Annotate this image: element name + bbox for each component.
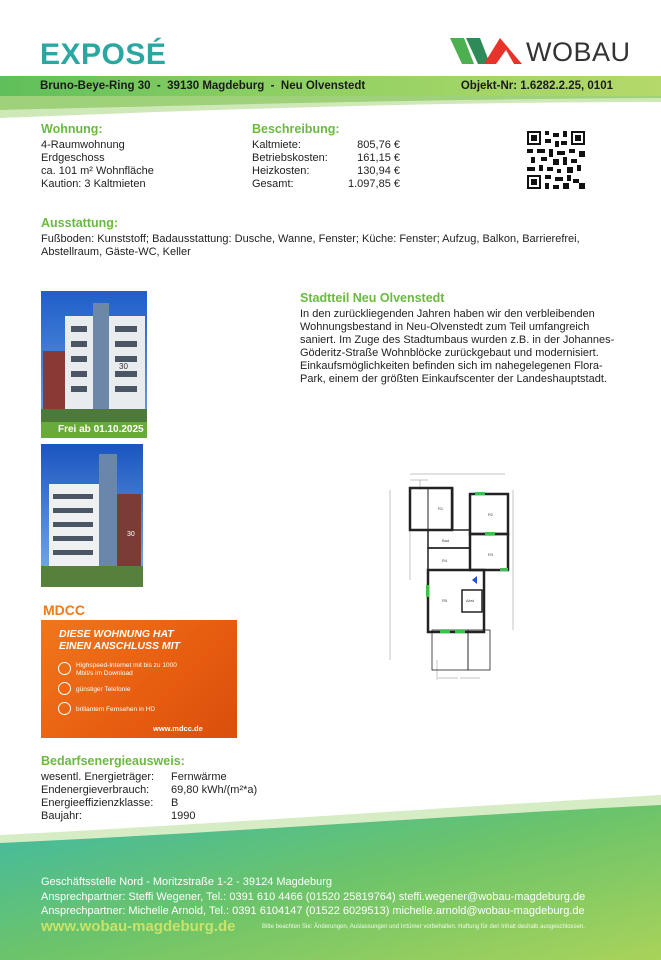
ad-headline-line-2: EINEN ANSCHLUSS MIT bbox=[59, 640, 180, 652]
wobau-logo bbox=[450, 36, 631, 68]
contact-arnold[interactable]: Ansprechpartner: Michelle Arnold, Tel.: 0391 6104147 (01522 6029513) michelle.arnold@wobau-magdeburg.de bbox=[41, 905, 585, 917]
energy-label: wesentl. Energieträger: bbox=[41, 771, 155, 783]
cost-row bbox=[252, 139, 400, 152]
building-photo[interactable] bbox=[41, 291, 147, 438]
house-number-1: 30 bbox=[119, 362, 128, 371]
ad-headline-line-1: DIESE WOHNUNG HAT bbox=[59, 628, 174, 640]
wohnung-heading: Wohnung: bbox=[41, 122, 103, 136]
svg-text:R2: R2 bbox=[488, 512, 494, 517]
contact-wegener[interactable]: Ansprechpartner: Steffi Wegener, Tel.: 0391 610 4466 (01520 25819764) steffi.wegener@wobau-magdeburg.de bbox=[41, 891, 586, 903]
wobau-logo-icon bbox=[450, 36, 522, 68]
header-swoosh bbox=[0, 96, 661, 120]
wohnung-line: Kaution: 3 Kaltmieten bbox=[41, 178, 146, 190]
disclaimer: Bitte beachten Sie: Änderungen, Auslassungen und Irrtümer vorbehalten. Haftung für den Inhalt deshalb ausgeschlossen. bbox=[262, 924, 585, 930]
cost-value: 130,94 € bbox=[357, 165, 400, 177]
building-photo-2[interactable] bbox=[41, 444, 143, 587]
floor-plan[interactable] bbox=[380, 470, 520, 690]
tv-icon bbox=[58, 702, 71, 715]
svg-text:R5: R5 bbox=[442, 598, 448, 603]
phone-icon bbox=[58, 682, 71, 695]
cost-label: Gesamt: bbox=[252, 178, 294, 190]
object-number: Objekt-Nr: 1.6282.2.25, 0101 bbox=[460, 80, 613, 92]
building-photo-2-image bbox=[41, 444, 143, 587]
svg-text:Bad: Bad bbox=[442, 538, 450, 543]
building-photo-image bbox=[41, 291, 147, 438]
wohnung-details bbox=[41, 139, 154, 191]
energie-heading: Bedarfsenergieausweis: bbox=[41, 754, 185, 768]
ad-feature-internet: Highspeed-Internet mit bis zu 1000 Mbit/s im Download bbox=[76, 662, 177, 677]
qr-code-icon[interactable] bbox=[527, 131, 585, 189]
cost-value: 1.097,85 € bbox=[348, 178, 400, 190]
availability-badge: Frei ab 01.10.2025 bbox=[41, 422, 147, 438]
energy-value: 1990 bbox=[171, 810, 196, 822]
mdcc-advertisement[interactable] bbox=[41, 598, 237, 738]
cost-label: Betriebskosten: bbox=[252, 152, 328, 164]
ad-feature-phone: günstiger Telefonie bbox=[76, 686, 131, 693]
office-address: Geschäftsstelle Nord - Moritzstraße 1-2 - 39124 Magdeburg bbox=[41, 876, 333, 888]
website-link[interactable]: www.wobau-magdeburg.de bbox=[41, 918, 236, 935]
stadtteil-text: In den zurückliegenden Jahren haben wir den verbleibenden Wohnungsbestand in Neu-Olvenstedt zum Teil umfangreich saniert. Im Zuge des Stadtumbaus wurden z.B. in der Johannes-Göderitz-Straße Wohnblöcke zurückgebaut und modernisiert. Einkaufsmöglichkeiten befinden sich im nahegelegenen Flora-Park, einem der größten Einkaufscenter der Landeshauptstadt. bbox=[300, 308, 615, 385]
address: Bruno-Beye-Ring 30 - 39130 Magdeburg - Neu Olvenstedt bbox=[40, 80, 366, 92]
ausstattung-heading: Ausstattung: bbox=[41, 216, 119, 230]
energy-value: 69,80 kWh/(m²*a) bbox=[171, 784, 258, 796]
cost-row bbox=[252, 165, 400, 178]
energy-value: B bbox=[171, 797, 179, 809]
ad-website-link[interactable]: www.mdcc.de bbox=[153, 724, 203, 733]
internet-icon bbox=[58, 662, 71, 675]
energy-label: Baujahr: bbox=[41, 810, 82, 822]
wohnung-line: 4-Raumwohnung bbox=[41, 139, 125, 151]
page-title: EXPOSÉ bbox=[40, 38, 167, 71]
cost-table bbox=[252, 139, 400, 191]
ausstattung-text: Fußboden: Kunststoff; Badausstattung: Dusche, Wanne, Fenster; Küche: Fenster; Aufzug, Balkon, Barrierefrei, Abstellraum, Gäste-WC, Keller bbox=[41, 233, 580, 258]
svg-text:R4: R4 bbox=[442, 558, 448, 563]
cost-label: Kaltmiete: bbox=[252, 139, 301, 151]
ad-feature-tv: brillantem Fernsehen in HD bbox=[76, 706, 156, 713]
energy-label: Endenergieverbrauch: bbox=[41, 784, 150, 796]
logo-text: WOBAU bbox=[526, 36, 631, 67]
svg-text:R1: R1 bbox=[438, 506, 444, 511]
wohnung-line: Erdgeschoss bbox=[41, 152, 105, 164]
cost-row bbox=[252, 178, 400, 191]
ad-headline bbox=[59, 628, 235, 652]
stadtteil-heading: Stadtteil Neu Olvenstedt bbox=[300, 291, 445, 305]
mdcc-logo: MDCC bbox=[41, 598, 237, 620]
cost-row bbox=[252, 152, 400, 165]
cost-value: 805,76 € bbox=[357, 139, 400, 151]
svg-text:R3: R3 bbox=[488, 552, 494, 557]
energy-label: Energieeffizienzklasse: bbox=[41, 797, 154, 809]
svg-text:Abst: Abst bbox=[466, 598, 475, 603]
wohnung-line: ca. 101 m² Wohnfläche bbox=[41, 165, 154, 177]
house-number-2: 30 bbox=[127, 531, 135, 538]
cost-value: 161,15 € bbox=[357, 152, 400, 164]
cost-label: Heizkosten: bbox=[252, 165, 310, 177]
energy-value: Fernwärme bbox=[171, 771, 227, 783]
beschreibung-heading: Beschreibung: bbox=[252, 122, 340, 136]
energy-row bbox=[41, 771, 257, 784]
